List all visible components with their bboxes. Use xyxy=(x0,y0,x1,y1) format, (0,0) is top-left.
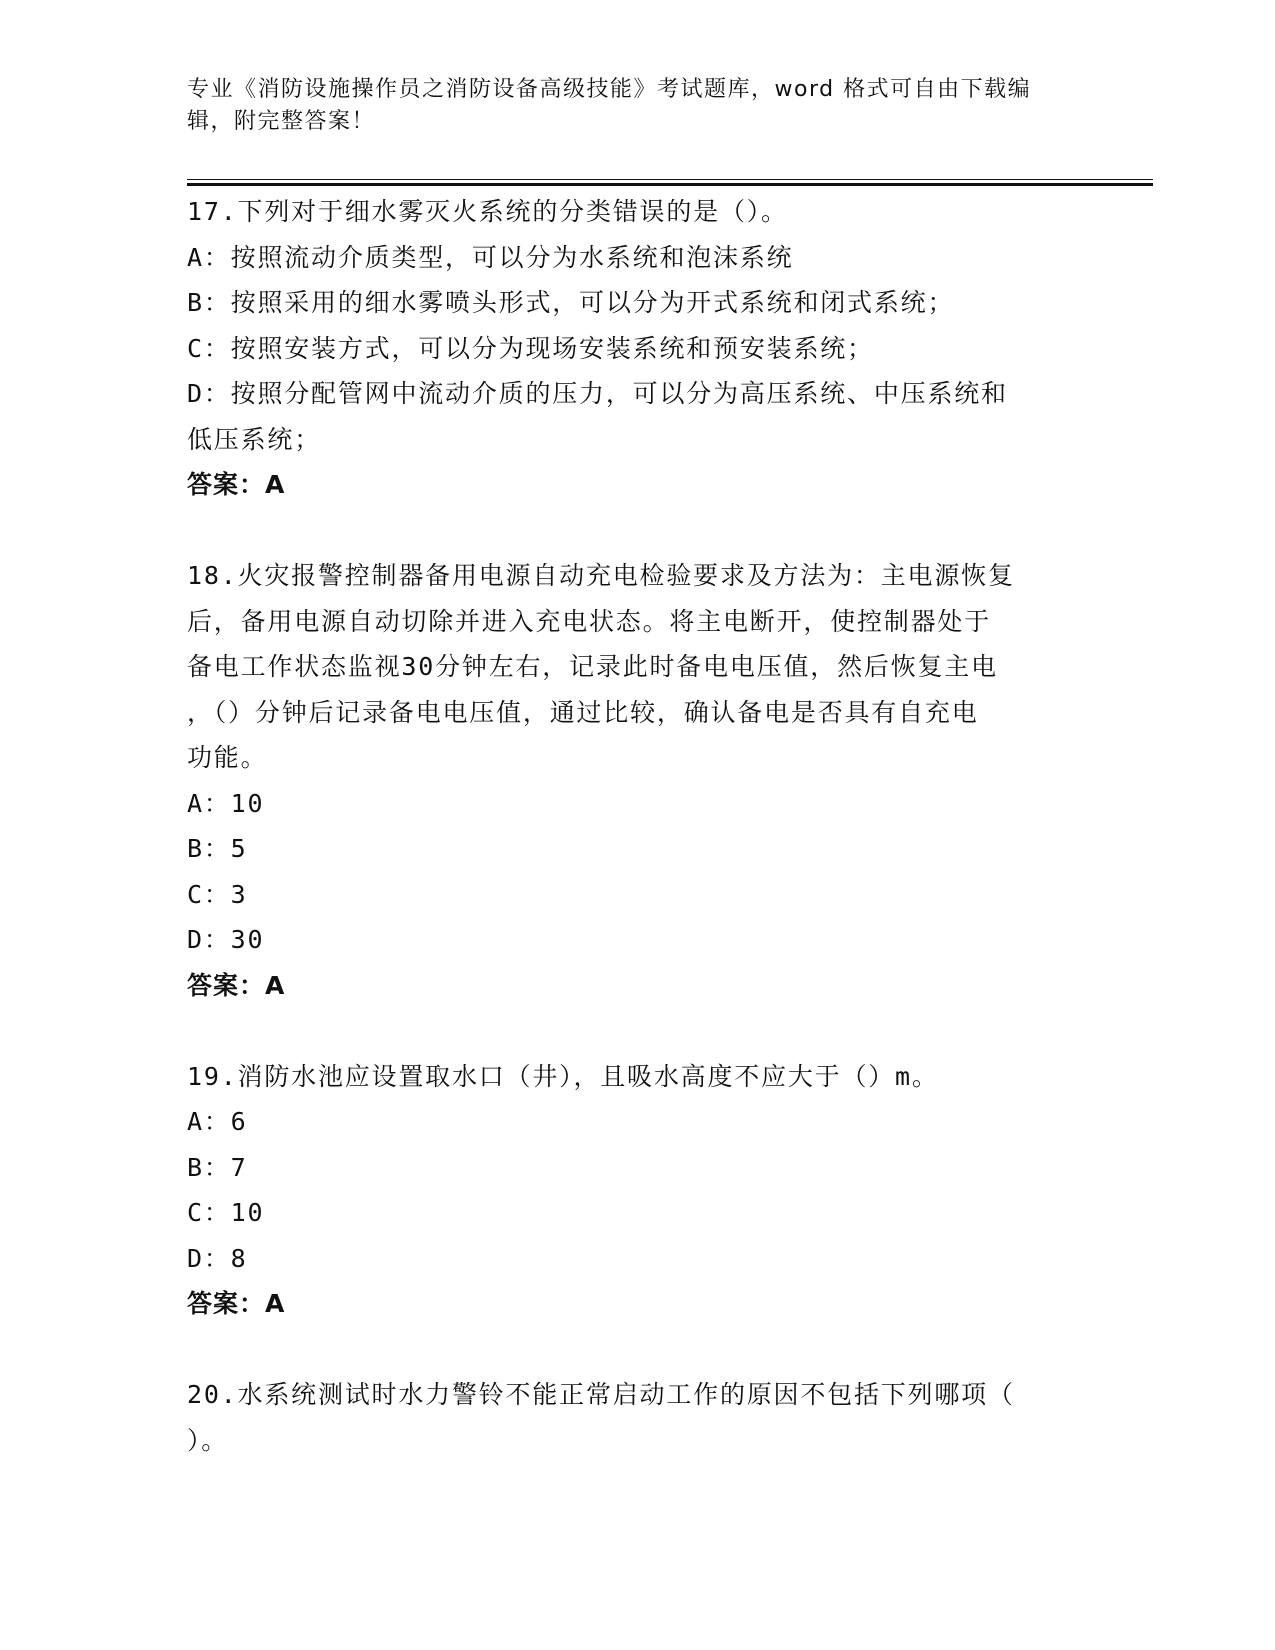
header-intro-line-1: 专业《消防设施操作员之消防设备高级技能》考试题库，word 格式可自由下载编 xyxy=(187,77,1032,102)
option-d: D：30 xyxy=(187,925,265,954)
question-20 xyxy=(187,1372,1067,1463)
question-text: ）。 xyxy=(187,1425,229,1455)
option-a: A：10 xyxy=(187,788,265,818)
question-19 xyxy=(187,1054,1067,1327)
question-text: 备电工作状态监视30分钟左右，记录此时备电电压值，然后恢复主电 xyxy=(187,652,998,681)
question-text: ，（）分钟后记录备电电压值，通过比较，确认备电是否具有自充电 xyxy=(187,697,979,727)
header-divider-thick xyxy=(187,183,1153,186)
question-18 xyxy=(187,553,1067,1008)
option-c: C：3 xyxy=(187,879,248,909)
option-d: D：按照分配管网中流动介质的压力，可以分为高压系统、中压系统和 xyxy=(187,379,1008,408)
question-spacer xyxy=(187,508,1067,554)
question-spacer xyxy=(187,1327,1067,1373)
header-divider-thin xyxy=(187,179,1153,180)
question-text: 功能。 xyxy=(187,743,268,772)
answer: 答案：A xyxy=(187,970,286,1000)
header-intro-line-2: 辑，附完整答案！ xyxy=(187,109,376,134)
question-17 xyxy=(187,189,1067,508)
question-text: 18.火灾报警控制器备用电源自动充电检验要求及方法为：主电源恢复 xyxy=(187,561,1015,590)
question-text: 19.消防水池应设置取水口（井），且吸水高度不应大于（）m。 xyxy=(187,1061,939,1091)
option-d: D：8 xyxy=(187,1243,248,1273)
option-c: C：10 xyxy=(187,1198,265,1227)
option-d-continued: 低压系统； xyxy=(187,424,322,454)
answer: 答案：A xyxy=(187,1289,286,1318)
option-b: B：5 xyxy=(187,834,248,863)
question-text: 后，备用电源自动切除并进入充电状态。将主电断开，使控制器处于 xyxy=(187,606,992,636)
option-a: A：按照流动介质类型，可以分为水系统和泡沫系统 xyxy=(187,242,794,272)
option-a: A：6 xyxy=(187,1107,248,1136)
option-c: C：按照安装方式，可以分为现场安装系统和预安装系统； xyxy=(187,333,874,363)
option-b: B：7 xyxy=(187,1152,248,1182)
question-list xyxy=(187,189,1067,1463)
question-spacer xyxy=(187,1008,1067,1054)
question-text: 20.水系统测试时水力警铃不能正常启动工作的原因不包括下列哪项（ xyxy=(187,1380,1015,1409)
question-text: 17.下列对于细水雾灭火系统的分类错误的是（）。 xyxy=(187,197,788,226)
document-header xyxy=(187,74,1067,138)
option-b: B：按照采用的细水雾喷头形式，可以分为开式系统和闭式系统； xyxy=(187,288,955,317)
answer: 答案：A xyxy=(187,470,286,499)
